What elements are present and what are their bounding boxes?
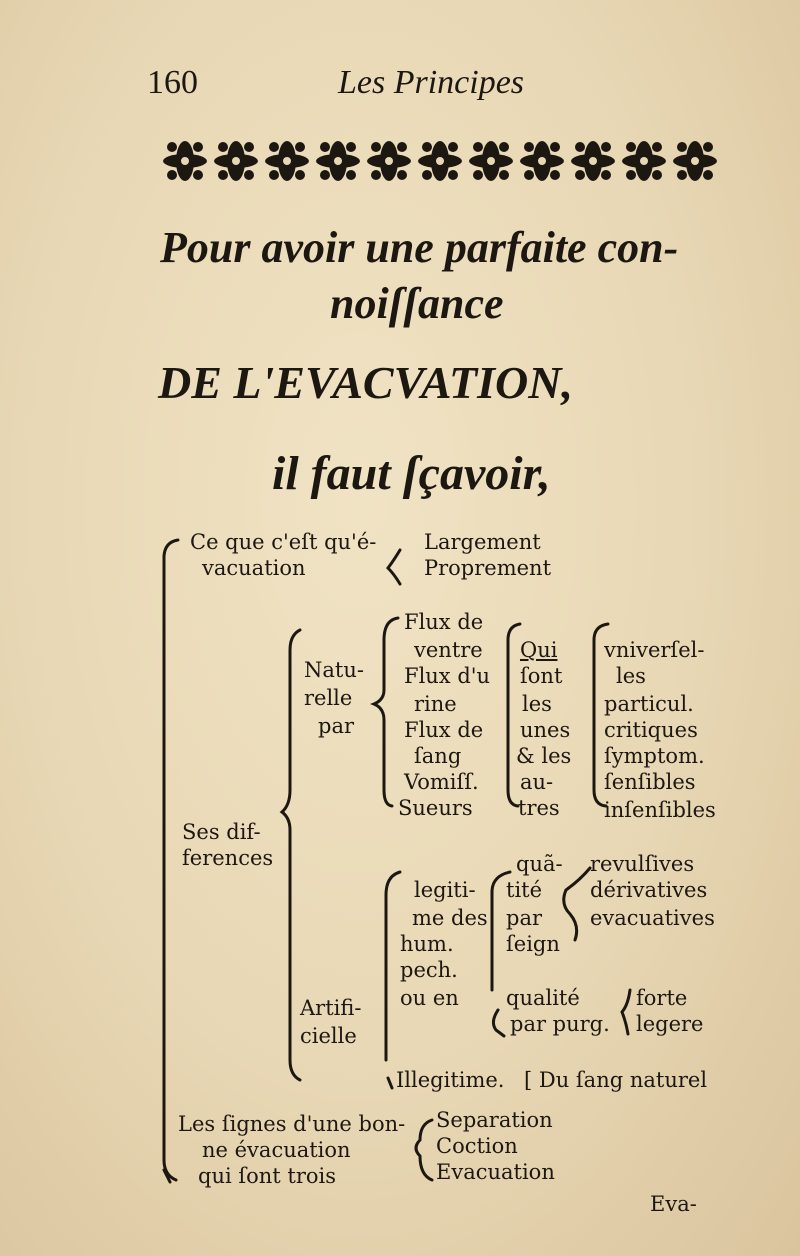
title-line-2: noiſſance bbox=[330, 279, 504, 328]
illegitime-label: Illegitime. bbox=[396, 1068, 505, 1092]
qualite-word: par purg. bbox=[510, 1012, 610, 1036]
kind-item: particul. bbox=[604, 692, 694, 716]
title-line-4: il faut ſçavoir, bbox=[272, 447, 551, 500]
quantite-word: ſeign bbox=[506, 932, 560, 956]
legit-word: ou en bbox=[400, 986, 459, 1010]
naturelle-label-2: relle bbox=[304, 686, 353, 710]
title-line-1: Pour avoir une parfaite con- bbox=[160, 223, 679, 272]
legit-word: pech. bbox=[400, 958, 458, 982]
signe-item: Coction bbox=[436, 1134, 518, 1158]
qui-word: & les bbox=[516, 744, 572, 768]
qui-word: unes bbox=[520, 718, 571, 742]
catchword: Eva- bbox=[650, 1192, 697, 1216]
ornament-band-icon bbox=[160, 133, 725, 189]
legit-word: legiti- bbox=[414, 878, 476, 902]
title-line-3: DE L'EVACVATION, bbox=[158, 357, 573, 408]
running-title: Les Principes bbox=[338, 64, 525, 101]
signes-label-1: Les ſignes d'une bon- bbox=[178, 1112, 406, 1136]
quantite-option: evacuatives bbox=[590, 906, 715, 930]
naturelle-label-1: Natu- bbox=[304, 658, 364, 682]
signes-label-3: qui ſont trois bbox=[198, 1164, 337, 1188]
legit-word: me des bbox=[412, 906, 488, 930]
quantite-option: dérivatives bbox=[590, 878, 708, 902]
natural-item: Flux de bbox=[404, 718, 484, 742]
natural-item: ſang bbox=[414, 744, 462, 768]
kind-item: inſenſibles bbox=[604, 798, 716, 822]
qui-word: les bbox=[522, 692, 552, 716]
definition-line-2: vacuation bbox=[202, 556, 306, 580]
natural-item: Flux de bbox=[404, 610, 484, 634]
natural-item: rine bbox=[414, 692, 457, 716]
kind-item: vniverſel- bbox=[604, 638, 705, 662]
natural-item: Vomiſſ. bbox=[404, 770, 479, 794]
qualite-option: legere bbox=[636, 1012, 704, 1036]
signe-item: Separation bbox=[436, 1108, 553, 1132]
definition-option-1: Largement bbox=[424, 530, 541, 554]
qui-word: au- bbox=[520, 770, 554, 794]
artificielle-label-1: Artifi- bbox=[300, 996, 362, 1020]
natural-item: ventre bbox=[414, 638, 483, 662]
natural-item: Sueurs bbox=[398, 796, 473, 820]
quantite-option: revulſives bbox=[590, 852, 695, 876]
quantite-word: tité bbox=[506, 878, 543, 902]
quantite-word: quã- bbox=[516, 852, 563, 876]
differences-label-2: ferences bbox=[182, 846, 274, 870]
legit-word: hum. bbox=[400, 932, 454, 956]
artificielle-label-2: cielle bbox=[300, 1024, 357, 1048]
qualite-option: forte bbox=[636, 986, 688, 1010]
definition-option-2: Proprement bbox=[424, 556, 552, 580]
qui-word: Qui bbox=[520, 638, 558, 662]
qui-word: ſont bbox=[520, 664, 563, 688]
page-number: 160 bbox=[147, 64, 198, 101]
differences-label-1: Ses dif- bbox=[182, 820, 261, 844]
illegitime-note: [ Du ſang naturel bbox=[524, 1068, 708, 1092]
signes-label-2: ne évacuation bbox=[202, 1138, 351, 1162]
quantite-word: par bbox=[506, 906, 543, 930]
qualite-word: qualité bbox=[506, 986, 580, 1010]
kind-item: critiques bbox=[604, 718, 698, 742]
definition-line-1: Ce que c'eſt qu'é- bbox=[190, 530, 377, 554]
qui-word: tres bbox=[518, 796, 560, 820]
kind-item: ſymptom. bbox=[604, 744, 705, 768]
kind-item: ſenſibles bbox=[604, 770, 696, 794]
naturelle-label-3: par bbox=[318, 714, 355, 738]
kind-item: les bbox=[616, 664, 646, 688]
natural-item: Flux d'u bbox=[404, 664, 491, 688]
signe-item: Evacuation bbox=[436, 1160, 555, 1184]
